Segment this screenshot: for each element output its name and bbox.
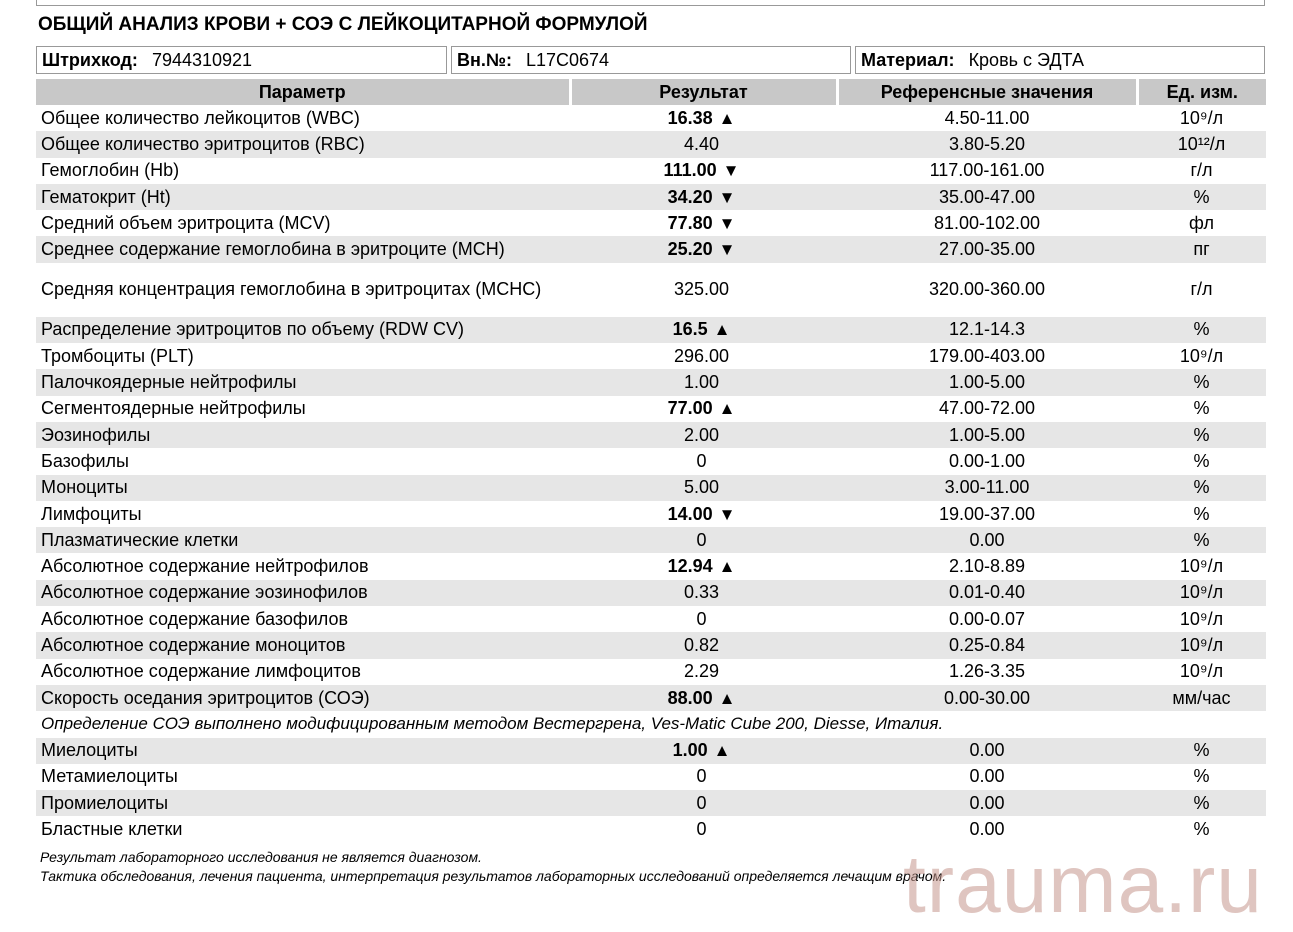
reference-range: 179.00-403.00 — [928, 345, 1046, 366]
result-cell — [570, 236, 837, 262]
reference-range: 4.50-11.00 — [944, 107, 1030, 128]
result-value: 0 — [696, 450, 707, 471]
result-cell — [570, 475, 837, 501]
result-cell — [570, 527, 837, 553]
result-value: 34.20 — [667, 186, 713, 207]
table-row — [36, 317, 1266, 343]
reference-range: 35.00-47.00 — [837, 184, 1137, 210]
unit: г/л — [1190, 160, 1213, 181]
table-row — [36, 764, 1266, 790]
table-row — [36, 158, 1266, 184]
result-cell — [570, 764, 837, 790]
unit: % — [1137, 317, 1266, 343]
table-header-row — [36, 79, 1266, 105]
unit: % — [1193, 398, 1210, 419]
result-cell — [570, 816, 837, 842]
result-cell — [570, 396, 837, 422]
result-value: 25.20 — [667, 239, 713, 260]
result-value: 16.5 — [672, 319, 708, 340]
table-row — [36, 475, 1266, 501]
reference-range: 19.00-37.00 — [938, 503, 1036, 524]
result-value: 88.00 — [667, 687, 713, 708]
result-value: 77.80 — [667, 212, 713, 233]
reference-range: 27.00-35.00 — [837, 236, 1137, 262]
parameter-name: Гематокрит (Ht) — [36, 184, 570, 210]
unit: % — [1193, 766, 1210, 787]
parameter-name: Средняя концентрация гемоглобина в эритроцитах (MCHC) — [41, 279, 542, 300]
internal-number-value: L17C0674 — [525, 50, 610, 70]
parameter-name: Абсолютное содержание моноцитов — [36, 632, 570, 658]
result-value: 5.00 — [683, 477, 720, 498]
reference-range: 3.00-11.00 — [837, 475, 1137, 501]
result-value: 0 — [696, 608, 707, 629]
table-row — [36, 422, 1266, 448]
arrow-down-icon: ▼ — [718, 240, 736, 260]
result-cell — [570, 738, 837, 764]
parameter-name: Базофилы — [41, 450, 129, 471]
unit: % — [1137, 790, 1266, 816]
method-note-row — [36, 711, 1266, 737]
table-row — [36, 790, 1266, 816]
reference-range: 12.1-14.3 — [837, 317, 1137, 343]
result-cell — [570, 131, 837, 157]
table-row — [36, 685, 1266, 711]
result-cell — [570, 422, 837, 448]
unit: г/л — [1190, 279, 1213, 300]
unit: фл — [1189, 212, 1214, 233]
parameter-name: Миелоциты — [36, 738, 570, 764]
header-unit: Ед. изм. — [1137, 79, 1266, 105]
unit: % — [1137, 369, 1266, 395]
result-value: 2.29 — [683, 661, 720, 682]
table-row — [36, 131, 1266, 157]
parameter-name: Лимфоциты — [41, 503, 142, 524]
arrow-up-icon: ▲ — [713, 741, 731, 761]
header-parameter: Параметр — [36, 79, 570, 105]
disclaimer-line-1: Результат лабораторного исследования не является диагнозом. — [40, 849, 482, 865]
parameter-name: Моноциты — [36, 475, 570, 501]
table-row — [36, 396, 1266, 422]
unit: % — [1137, 527, 1266, 553]
arrow-down-icon: ▼ — [718, 187, 736, 207]
reference-range: 2.10-8.89 — [948, 556, 1026, 577]
unit: мм/час — [1137, 685, 1266, 711]
result-value: 12.94 — [667, 556, 713, 577]
parameter-name: Общее количество лейкоцитов (WBC) — [41, 107, 360, 128]
parameter-name: Гемоглобин (Hb) — [41, 160, 180, 181]
reference-range: 0.25-0.84 — [837, 632, 1137, 658]
unit: 10⁹/л — [1179, 608, 1224, 629]
reference-range: 1.00-5.00 — [837, 369, 1137, 395]
result-cell — [570, 105, 837, 131]
result-cell — [570, 263, 837, 317]
unit: % — [1137, 184, 1266, 210]
unit: % — [1193, 819, 1210, 840]
result-cell — [570, 790, 837, 816]
parameter-name: Средний объем эритроцита (MCV) — [41, 212, 331, 233]
reference-range: 0.00 — [969, 766, 1005, 787]
header-reference: Референсные значения — [837, 79, 1137, 105]
unit: % — [1137, 738, 1266, 764]
parameter-name: Палочкоядерные нейтрофилы — [36, 369, 570, 395]
parameter-name: Абсолютное содержание нейтрофилов — [41, 556, 369, 577]
result-cell — [570, 659, 837, 685]
parameter-name: Общее количество эритроцитов (RBC) — [36, 131, 570, 157]
table-row — [36, 501, 1266, 527]
result-value: 2.00 — [683, 424, 720, 445]
table-row — [36, 738, 1266, 764]
table-row — [36, 210, 1266, 236]
table-row — [36, 343, 1266, 369]
arrow-down-icon: ▼ — [722, 161, 740, 181]
result-value: 296.00 — [673, 345, 730, 366]
watermark: trauma.ru — [903, 839, 1263, 930]
reference-range: 0.00-1.00 — [948, 450, 1026, 471]
result-cell — [570, 553, 837, 579]
result-cell — [570, 606, 837, 632]
internal-number-label: Вн.№: — [457, 50, 512, 70]
table-row — [36, 553, 1266, 579]
result-cell — [570, 448, 837, 474]
unit: % — [1193, 503, 1210, 524]
method-note: Определение СОЭ выполнено модифицированным методом Вестергрена, Ves-Matic Cube 200, Diesse, Италия. — [41, 714, 944, 734]
disclaimer-line-2: Тактика обследования, лечения пациента, интерпретация результатов лабораторных исследований определяется лечащим врачом. — [40, 868, 947, 884]
parameter-name: Тромбоциты (PLT) — [41, 345, 194, 366]
result-value: 0 — [696, 529, 707, 550]
result-value: 0 — [696, 792, 707, 813]
result-cell — [570, 369, 837, 395]
unit: 10⁹/л — [1179, 661, 1224, 682]
barcode-label: Штрихкод: — [42, 50, 138, 70]
result-value: 0 — [696, 819, 707, 840]
table-row — [36, 606, 1266, 632]
unit: пг — [1137, 236, 1266, 262]
table-row — [36, 448, 1266, 474]
parameter-name: Метамиелоциты — [41, 766, 178, 787]
reference-range: 0.00 — [837, 527, 1137, 553]
top-frame-line — [36, 0, 1265, 6]
unit: 10⁹/л — [1137, 632, 1266, 658]
arrow-down-icon: ▼ — [718, 504, 736, 524]
reference-range: 0.00 — [837, 790, 1137, 816]
result-cell — [570, 632, 837, 658]
reference-range: 0.00 — [969, 819, 1005, 840]
unit: 10¹²/л — [1137, 131, 1266, 157]
arrow-up-icon: ▲ — [718, 688, 736, 708]
table-row — [36, 632, 1266, 658]
reference-range: 0.00-0.07 — [948, 608, 1026, 629]
table-row — [36, 184, 1266, 210]
reference-range: 47.00-72.00 — [938, 398, 1036, 419]
table-row — [36, 105, 1266, 131]
table-row — [36, 659, 1266, 685]
unit: % — [1137, 475, 1266, 501]
results-table — [36, 79, 1266, 843]
unit: 10⁹/л — [1179, 107, 1224, 128]
parameter-name: Эозинофилы — [36, 422, 570, 448]
parameter-name: Плазматические клетки — [36, 527, 570, 553]
result-value: 77.00 — [667, 398, 713, 419]
parameter-name: Бластные клетки — [41, 819, 183, 840]
result-value: 1.00 — [683, 372, 720, 393]
result-cell — [570, 685, 837, 711]
result-value: 111.00 — [663, 160, 717, 181]
unit: 10⁹/л — [1137, 580, 1266, 606]
unit: 10⁹/л — [1179, 345, 1224, 366]
arrow-up-icon: ▲ — [713, 320, 731, 340]
arrow-up-icon: ▲ — [718, 399, 736, 419]
arrow-up-icon: ▲ — [718, 108, 736, 128]
table-row — [36, 580, 1266, 606]
parameter-name: Абсолютное содержание базофилов — [41, 608, 349, 629]
barcode-value: 7944310921 — [151, 50, 253, 70]
table-row — [36, 527, 1266, 553]
result-value: 14.00 — [667, 503, 713, 524]
reference-range: 320.00-360.00 — [928, 279, 1046, 300]
parameter-name: Распределение эритроцитов по объему (RDW CV) — [36, 317, 570, 343]
unit: % — [1193, 450, 1210, 471]
parameter-name: Среднее содержание гемоглобина в эритроците (MCH) — [36, 236, 570, 262]
reference-range: 0.01-0.40 — [837, 580, 1137, 606]
result-value: 1.00 — [672, 740, 708, 761]
material-box — [855, 46, 1265, 74]
result-cell — [570, 580, 837, 606]
table-row — [36, 236, 1266, 262]
result-value: 0 — [696, 766, 707, 787]
parameter-name: Абсолютное содержание лимфоцитов — [41, 661, 361, 682]
table-row — [36, 263, 1266, 317]
result-value: 16.38 — [667, 107, 713, 128]
parameter-name: Скорость оседания эритроцитов (СОЭ) — [36, 685, 570, 711]
barcode-box — [36, 46, 447, 74]
header-result: Результат — [570, 79, 837, 105]
reference-range: 0.00-30.00 — [837, 685, 1137, 711]
result-cell — [570, 343, 837, 369]
reference-range: 81.00-102.00 — [933, 212, 1041, 233]
result-value: 4.40 — [683, 133, 720, 154]
material-value: Кровь с ЭДТА — [968, 50, 1084, 70]
material-label: Материал: — [861, 50, 955, 70]
reference-range: 1.00-5.00 — [837, 422, 1137, 448]
result-cell — [570, 501, 837, 527]
result-cell — [570, 210, 837, 236]
result-value: 0.33 — [683, 582, 720, 603]
result-cell — [570, 184, 837, 210]
document-title: ОБЩИЙ АНАЛИЗ КРОВИ + СОЭ С ЛЕЙКОЦИТАРНОЙ ФОРМУЛОЙ — [38, 14, 648, 35]
arrow-down-icon: ▼ — [718, 213, 736, 233]
internal-number-box — [451, 46, 851, 74]
unit: 10⁹/л — [1179, 556, 1224, 577]
parameter-name: Абсолютное содержание эозинофилов — [36, 580, 570, 606]
arrow-up-icon: ▲ — [718, 557, 736, 577]
result-value: 0.82 — [683, 634, 720, 655]
result-value: 325.00 — [673, 279, 730, 300]
result-cell — [570, 158, 837, 184]
reference-range: 3.80-5.20 — [837, 131, 1137, 157]
reference-range: 1.26-3.35 — [948, 661, 1026, 682]
result-cell — [570, 317, 837, 343]
parameter-name: Сегментоядерные нейтрофилы — [41, 398, 306, 419]
unit: % — [1137, 422, 1266, 448]
reference-range: 0.00 — [837, 738, 1137, 764]
reference-range: 117.00-161.00 — [929, 160, 1045, 181]
parameter-name: Промиелоциты — [36, 790, 570, 816]
table-row — [36, 369, 1266, 395]
